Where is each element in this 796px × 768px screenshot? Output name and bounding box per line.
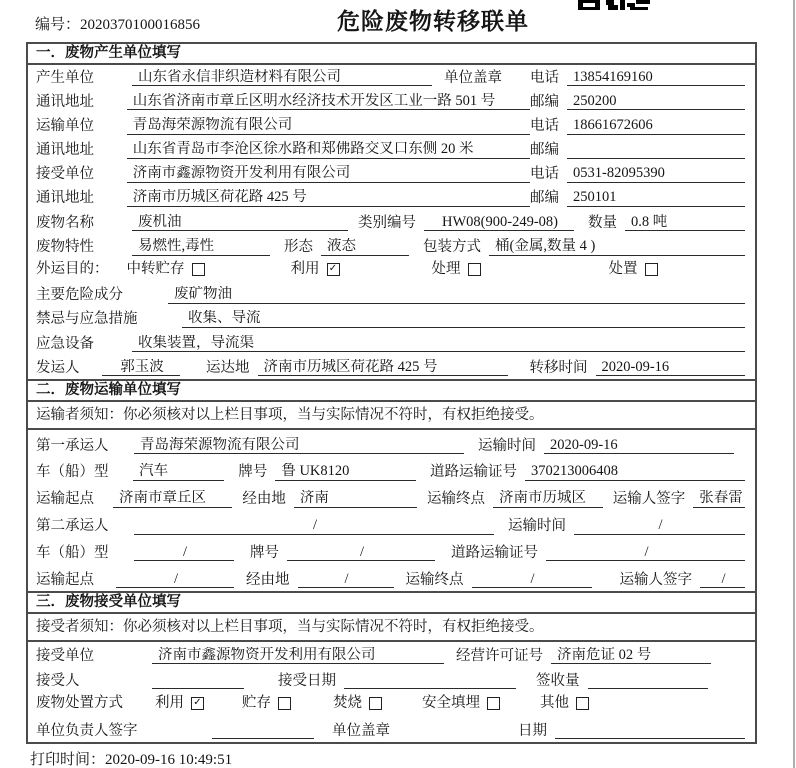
carrier2-label: 第二承运人 [36, 517, 109, 534]
option-label: 处理 [431, 260, 461, 277]
purpose-option-treat [432, 261, 481, 278]
disposal-method-row [28, 692, 755, 717]
option-label: 安全填埋 [422, 694, 480, 711]
route1-row [28, 484, 755, 511]
checkbox-landfill [487, 697, 500, 710]
checkbox-incinerate [369, 697, 382, 710]
carrier-sign-label: 运输人签字 [619, 571, 692, 588]
road-license-value: / [546, 544, 745, 562]
print-time [30, 748, 232, 768]
phone-value: 13854169160 [567, 69, 745, 87]
serial-value: 2020370100016856 [80, 17, 201, 33]
checkbox-utilize: ✓ [327, 263, 340, 276]
endpoint-value: / [472, 571, 592, 589]
plate-label: 牌号 [238, 464, 268, 481]
transport-time-label: 运输时间 [478, 437, 536, 454]
transporter-label: 运输单位 [36, 117, 94, 134]
first-carrier-row [28, 430, 755, 457]
waste-name-label: 废物名称 [36, 214, 94, 231]
receive-unit-row [28, 642, 755, 667]
transporter-row [28, 113, 755, 137]
transporter-notice: 运输者须知：你必须核对以上栏目事项，当与实际情况不符时，有权拒绝接受。 [28, 402, 755, 430]
receive-person-label: 接受人 [36, 672, 80, 689]
hazard-label: 主要危险成分 [36, 287, 123, 304]
shipper-value: 郭玉波 [102, 359, 180, 377]
form-table [26, 42, 757, 744]
taboo-label: 禁忌与应急措施 [36, 311, 138, 328]
trait-label: 废物特性 [36, 238, 94, 255]
producer-row [28, 65, 755, 89]
transport-time-label: 运输时间 [508, 517, 566, 534]
endpoint-label: 运输终点 [405, 571, 464, 588]
pack-value: 桶(金属,数量 4 ) [489, 238, 745, 256]
disposal-label: 废物处置方式 [36, 694, 123, 711]
hazard-component-row [28, 283, 755, 307]
taboo-row [28, 307, 755, 331]
receive-unit-label: 接受单位 [36, 647, 94, 664]
date-value [555, 738, 745, 739]
zip-value: 250101 [567, 189, 745, 207]
receive-unit-value: 济南市鑫源物资开发利用有限公司 [152, 647, 444, 665]
page-title: 危险废物转移联单 [337, 8, 529, 34]
producer-label: 产生单位 [36, 69, 94, 86]
date-label: 日期 [518, 722, 547, 739]
phone-label: 电话 [530, 117, 559, 134]
vehicle1-row [28, 457, 755, 484]
zip-label: 邮编 [530, 142, 559, 159]
serial-label: 编号： [35, 17, 81, 33]
carrier1-value: 青岛海荣源物流有限公司 [134, 437, 464, 455]
option-label: 利用 [290, 260, 320, 277]
address-label: 通讯地址 [36, 190, 94, 207]
carrier-sign-value: 张春雷 [693, 490, 745, 508]
section3-title: 三．废物接受单位填写 [28, 593, 755, 614]
received-amount-value [588, 688, 708, 689]
address-label: 通讯地址 [36, 142, 94, 159]
zip-label: 邮编 [530, 190, 559, 207]
origin-label: 运输起点 [36, 571, 94, 588]
responsible-sign-row [28, 717, 755, 742]
producer-address-row [28, 89, 755, 113]
phone-label: 电话 [530, 69, 559, 86]
option-label: 其他 [540, 694, 569, 711]
purpose-option-dispose [609, 261, 658, 278]
received-amount-label: 签收量 [536, 672, 580, 689]
shipper-row [28, 355, 755, 379]
category-label: 类别编号 [358, 214, 416, 231]
destination-label: 运达地 [206, 359, 250, 376]
print-time-label: 打印时间： [30, 752, 106, 768]
zip-value: 250200 [567, 93, 745, 111]
route2-row [28, 564, 755, 591]
address-value: 山东省济南市章丘区明水经济技术开发区工业一路 501 号 [127, 93, 530, 111]
checkbox-treat [468, 263, 481, 276]
responsible-sign-value [212, 738, 314, 739]
vehicle-type-value: / [134, 544, 234, 562]
waste-trait-row [28, 234, 755, 258]
checkbox-other [576, 697, 589, 710]
plate-label: 牌号 [250, 544, 279, 561]
equipment-value: 收集装置，导流渠 [132, 335, 745, 353]
plate-value: / [287, 544, 435, 562]
zip-value [567, 158, 745, 159]
taboo-value: 收集、导流 [182, 310, 745, 328]
transfer-time-value: 2020-09-16 [596, 359, 746, 377]
vehicle-type-label: 车（船）型 [36, 464, 109, 481]
vehicle-type-value: 汽车 [133, 463, 224, 481]
section1-title: 一．废物产生单位填写 [28, 44, 755, 65]
permit-label: 经营许可证号 [456, 647, 543, 664]
transport-time-value: / [574, 517, 745, 535]
quantity-value: 0.8 吨 [625, 214, 745, 232]
section-receiver [28, 591, 755, 742]
road-license-label: 道路运输证号 [451, 544, 538, 561]
option-label: 贮存 [242, 694, 271, 711]
disposal-option-landfill [422, 695, 500, 712]
print-time-value: 2020-09-16 10:49:51 [105, 752, 233, 768]
origin-value: 济南市章丘区 [113, 490, 232, 508]
via-label: 经由地 [246, 571, 290, 588]
option-label: 利用 [155, 694, 184, 711]
waste-name-value: 废机油 [132, 214, 348, 232]
destination-value: 济南市历城区荷花路 425 号 [258, 359, 508, 377]
carrier2-value: / [134, 517, 494, 535]
section-producer [28, 44, 755, 379]
disposal-option-other [540, 695, 589, 712]
address-label: 通讯地址 [36, 93, 94, 110]
receiver-address-row [28, 186, 755, 210]
origin-value: / [116, 571, 234, 589]
road-license-value: 370213006408 [525, 463, 745, 481]
disposal-option-utilize [155, 695, 204, 712]
disposal-option-storage [242, 695, 291, 712]
purpose-option-utilize [291, 261, 340, 278]
address-value: 济南市历城区荷花路 425 号 [127, 189, 530, 207]
waste-name-row [28, 210, 755, 234]
transfer-time-label: 转移时间 [529, 359, 588, 376]
permit-value: 济南危证 02 号 [551, 647, 711, 665]
transport-time-value: 2020-09-16 [544, 437, 734, 455]
form-value: 液态 [321, 238, 409, 256]
phone-value: 0531-82095390 [567, 165, 745, 183]
via-label: 经由地 [242, 491, 286, 508]
responsible-sign-label: 单位负责人签字 [36, 722, 138, 739]
checkbox-utilize: ✓ [191, 697, 204, 710]
transporter-address-row [28, 138, 755, 162]
carrier1-label: 第一承运人 [36, 437, 109, 454]
equipment-label: 应急设备 [36, 335, 94, 352]
section2-title: 二．废物运输单位填写 [28, 381, 755, 402]
producer-value: 山东省永信非织造材料有限公司 [132, 69, 432, 87]
origin-label: 运输起点 [36, 491, 94, 508]
receive-person-value [152, 688, 244, 689]
checkbox-storage [278, 697, 291, 710]
vehicle-type-label: 车（船）型 [36, 544, 109, 561]
zip-label: 邮编 [530, 93, 559, 110]
disposal-option-incinerate [333, 695, 382, 712]
page-edge-line [793, 0, 795, 768]
qr-code-fragment [578, 0, 650, 10]
road-license-label: 道路运输证号 [430, 464, 518, 481]
equipment-row [28, 331, 755, 355]
phone-label: 电话 [530, 166, 559, 183]
unit-seal-label: 单位盖章 [332, 722, 390, 739]
carrier-sign-label: 运输人签字 [612, 491, 686, 508]
trait-value: 易燃性,毒性 [132, 238, 270, 256]
receive-person-row [28, 667, 755, 692]
phone-value: 18661672606 [567, 117, 745, 135]
quantity-label: 数量 [588, 214, 617, 231]
option-label: 处置 [608, 260, 638, 277]
checkbox-transfer-storage [192, 263, 205, 276]
transporter-value: 青岛海荣源物流有限公司 [127, 117, 530, 135]
address-value: 山东省青岛市李沧区徐水路和郑佛路交叉口东侧 20 米 [127, 141, 530, 159]
option-label: 中转贮存 [126, 260, 185, 277]
receiver-row [28, 162, 755, 186]
purpose-label: 外运目的： [36, 260, 109, 277]
purpose-option-transfer-storage [127, 261, 205, 278]
hazard-value: 废矿物油 [168, 286, 745, 304]
endpoint-value: 济南市历城区 [493, 490, 603, 508]
receiver-label: 接受单位 [36, 166, 94, 183]
vehicle2-row [28, 538, 755, 565]
category-value: HW08(900-249-08) [424, 214, 574, 232]
purpose-row [28, 259, 755, 283]
receiver-value: 济南市鑫源物资开发利用有限公司 [127, 165, 530, 183]
section-transporter [28, 379, 755, 591]
via-value: / [298, 571, 394, 589]
receive-date-label: 接受日期 [278, 672, 336, 689]
plate-value: 鲁 UK8120 [275, 463, 416, 481]
option-label: 焚烧 [333, 694, 362, 711]
receive-date-value [344, 688, 516, 689]
second-carrier-row [28, 511, 755, 538]
via-value: 济南 [294, 490, 417, 508]
form-label: 形态 [284, 238, 313, 255]
shipper-label: 发运人 [36, 359, 80, 376]
receiver-notice: 接受者须知：你必须核对以上栏目事项，当与实际情况不符时，有权拒绝接受。 [28, 614, 755, 642]
unit-seal-label: 单位盖章 [444, 69, 502, 86]
endpoint-label: 运输终点 [427, 491, 486, 508]
checkbox-dispose [645, 263, 658, 276]
pack-label: 包装方式 [423, 238, 481, 255]
carrier-sign-value: / [700, 571, 745, 589]
